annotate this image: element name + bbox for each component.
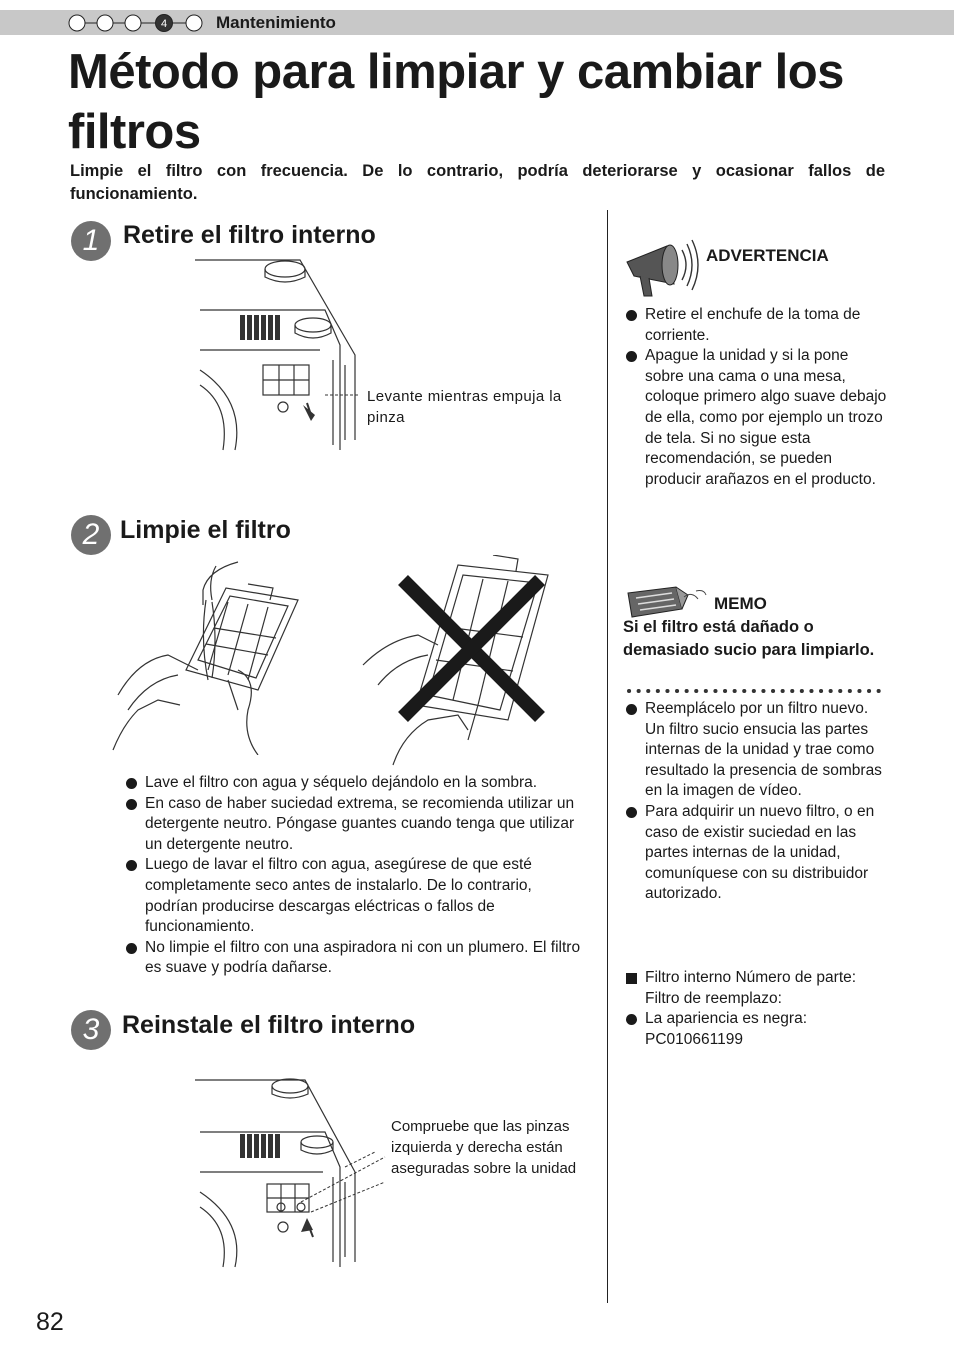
list-item: Para adquirir un nuevo filtro, o en caso de existir suciedad en las partes internas de la unidad, comuníquese con su distribuidor autorizado. bbox=[623, 802, 891, 905]
step-1-number: 1 bbox=[71, 221, 111, 261]
step-3-number: 3 bbox=[71, 1010, 111, 1050]
memo-bullets bbox=[623, 699, 891, 905]
cross-icon bbox=[403, 580, 540, 717]
part-number-item: Filtro interno Número de parte: Filtro de reemplazo: bbox=[623, 968, 891, 1009]
list-item: Lave el filtro con agua y séquelo dejándolo en la sombra. bbox=[123, 773, 583, 794]
step-indicator-icon bbox=[68, 14, 208, 32]
page-number: 82 bbox=[36, 1308, 64, 1336]
intro-text: Limpie el filtro con frecuencia. De lo contrario, podría deteriorarse y ocasionar fallos de funcionamiento. bbox=[70, 162, 885, 203]
list-item: Retire el enchufe de la toma de corriente. bbox=[623, 305, 891, 346]
list-item: Apague la unidad y si la pone sobre una cama o una mesa, coloque primero algo suave debajo de ella, como por ejemplo un trozo de tela. Si no sigue esta recomendación, se pueden producir arañazos en el producto. bbox=[623, 346, 891, 490]
filter-vacuum-prohibited-illustration bbox=[358, 555, 558, 770]
section-name: Mantenimiento bbox=[216, 13, 336, 32]
step-2-title: Limpie el filtro bbox=[120, 516, 291, 544]
step-indicator-current: 4 bbox=[160, 18, 168, 30]
column-divider bbox=[607, 210, 608, 1303]
warning-title: ADVERTENCIA bbox=[706, 246, 829, 265]
filter-washing-illustration bbox=[108, 560, 308, 755]
step-3-illustration bbox=[195, 1072, 390, 1272]
parts-list bbox=[623, 968, 891, 1050]
list-item: Luego de lavar el filtro con agua, asegúrese de que esté completamente seco antes de instalarlo. De lo contrario, podrían producirse descargas eléctricas o fallos de funcionamiento. bbox=[123, 855, 583, 937]
step-3-caption: Compruebe que las pinzas izquierda y derecha están aseguradas sobre la unidad bbox=[391, 1118, 577, 1177]
list-item: En caso de haber suciedad extrema, se recomienda utilizar un detergente neutro. Póngase guantes cuando tenga que utilizar un detergente neutro. bbox=[123, 794, 583, 856]
list-item: Reemplácelo por un filtro nuevo. Un filtro sucio ensucia las partes internas de la unidad y trae como resultado la presencia de sombras en la imagen de vídeo. bbox=[623, 699, 891, 802]
warning-bullets bbox=[623, 305, 891, 490]
page-title: Método para limpiar y cambiar los filtros bbox=[68, 45, 844, 159]
step-2-bullets bbox=[123, 773, 583, 979]
step-2-number: 2 bbox=[71, 515, 111, 555]
memo-title: MEMO bbox=[714, 594, 767, 613]
list-item: No limpie el filtro con una aspiradora ni con un plumero. El filtro es suave y podría dañarse. bbox=[123, 938, 583, 979]
step-1-caption: Levante mientras empuja la pinza bbox=[367, 388, 562, 426]
step-3-title: Reinstale el filtro interno bbox=[122, 1011, 416, 1039]
step-1-illustration bbox=[195, 255, 365, 455]
dotted-separator bbox=[626, 688, 888, 694]
megaphone-icon bbox=[622, 232, 702, 302]
memo-heading: Si el filtro está dañado o demasiado sucio para limpiarlo. bbox=[623, 618, 875, 659]
step-1-title: Retire el filtro interno bbox=[123, 221, 376, 249]
appearance-item: La apariencia es negra: PC010661199 bbox=[623, 1009, 891, 1050]
